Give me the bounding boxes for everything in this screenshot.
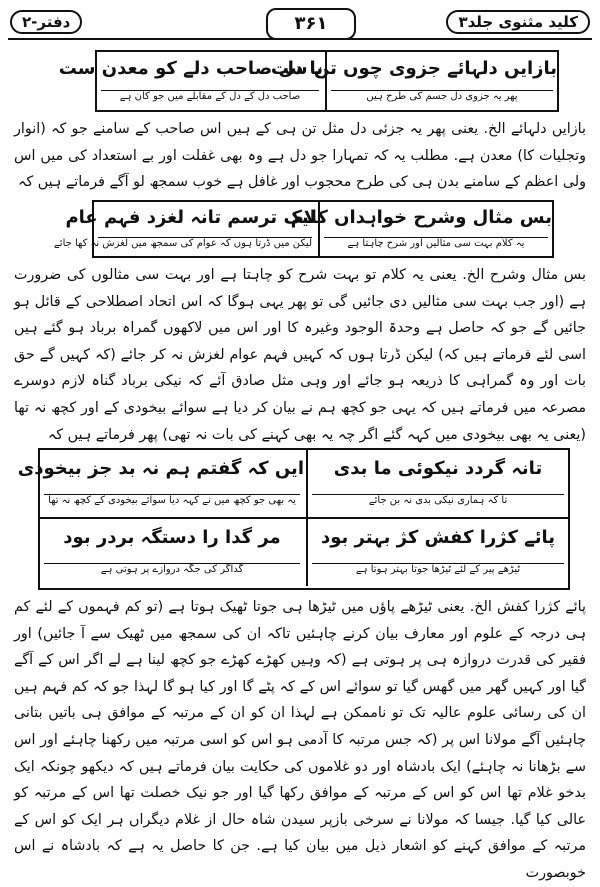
commentary-paragraph-1 [14,116,586,196]
verse-line: تانہ گردد نیکوئی ما بدی [333,458,543,479]
paragraph-text: بس مثال وشرح الخ. یعنی یہ کلام تو بہت شرح کو چاہتا ہے اور بہت سی مثالوں کی ضرورت ہے (اور جب بہت سی مثالیں دی جائیں گی تو پھر یہی ہوگا کہ اس اتحاد اصطلاحی کے قائل ہو جائیں گے جو کہ حاصل ہے وحدۃ الوجود وغیرہ کا اور اس میں لاکھوں گمراہ برباد ہو گئے ہیں اسی لئے فرماتے ہیں کہ) لیکن ڈرتا ہوں کہ کہیں فہم عوام لغزش نہ کر جائے (کہ کہیں گے حق بات اور وہ گمراہی کا ذریعہ ہو جائے اور وہی مثل صادق آئے کہ نیکی برباد گناہ لازم دوسرے مصرعہ میں فرماتے ہیں کہ یہی جو کچھ ہم نے بیان کر دیا ہے سوائے بیخودی کے اور کچھ نہ تھا (یعنی یہ بھی بیخودی میں کہہ گئے اگر چہ یہ بھی کہنے کی بات نہ تھی) پھر فرماتے ہیں کہ [14,267,586,443]
verse-cell-right [290,202,552,256]
page-number: ۳۶۱ [266,8,356,40]
verse-gloss: یہ بھی جو کچھ میں نے کہہ دیا سوائے بیخودی کے کچھ نہ تھا [44,494,300,506]
verse-table-3 [17,448,570,590]
book-title: کلید مثنوی جلد۳ [446,10,590,34]
verse-line: بازایں دلہائے جزوی چوں تن ست [270,58,557,79]
header-divider [8,38,592,40]
verse-table-2 [53,200,554,258]
verse-cell-left [58,52,323,110]
verse-line: پائے کژرا کفش کژ بہتر بود [320,527,556,548]
paragraph-text: بازایں دلہائے الخ. یعنی پھر یہ جزئی دل مثل تن ہی کے ہیں اس صاحب کے سامنے جو کہ (انوار وتجلیات کا) معدن ہے. مطلب یہ کہ تمہارا جو دل ہے وہ بھی غفلت اور بے استعداد کی میں اس ولی اعظم کے سامنے بدن ہی کی طرح محجوب اور غافل ہے خوب سمجھ لو آگے فرماتے ہیں کہ [14,121,586,191]
verse-cell-left [40,519,304,586]
verse-cell-right [306,519,568,586]
paragraph-text: پائے کژرا کفش الخ. یعنی ٹیڑھے پاؤں میں ٹیڑھا ہی جوتا ٹھیک ہوتا ہے (تو کم فہموں کے لئے کم ہی درجہ کے علوم اور معارف بیان کرنے چاہئیں تاکہ ان کی سمجھ میں ٹھیک سے آ جائیں) اور فقیر کی قدرت دروازہ ہی پر ہوتی ہے (کہ وہیں کھڑے کھڑے جو کچھ لینا ہے لے اگر اس کے آگے گیا اور کہیں گھر میں گھس گیا تو سوائے اس کے کہ پٹے گا اور کیا ہو گا لہذا جو کہ کم فہم ہیں ان کی رسائی علوم عالیہ تک تو ناممکن ہے لہذا ان کو ان کے مرتبہ کے موافق ہی باتیں بتانی چاہئیں آگے مولانا اس پر (کہ جس مرتبہ کا آدمی ہو اس کو اسی مرتبہ میں رکھنا چاہئے اور اس سے بڑھانا نہ چاہئے) ایک بادشاہ اور دو غلاموں کی حکایت بیان فرماتے ہیں کہ دیکھو چونکہ ایک بدخو غلام تھا اس کو اس کے مرتبہ کے موافق رکھا گیا اور جو نیک خصلت تھا اس کے مرتبہ کو عالی کیا گیا. جیسا کہ مولانا نے سرخی بازپر سیدن شاہ حال از غلام دیگراں ہر ایک کو اس کے مرتبہ کے موافق کہنے کو اشعار ذیل میں بیان کیا ہے. جن کا حاصل یہ ہے کہ بادشاہ نے اس خوبصورت [14,599,586,881]
verse-gloss: تا کہ ہماری نیکی بدی نہ بن جائے [312,494,564,506]
verse-line: مر گدا را دستگہ بردر بود [63,527,281,548]
section-label: دفتر-۲ [10,10,82,34]
verse-gloss: ٹیڑھے پیر کے لئے ٹیڑھا جوتا بہتر ہوتا ہے [312,563,564,575]
verse-gloss: پھر یہ جزوی دل جسم کی طرح ہیں [331,90,553,102]
verse-line: ایں کہ گفتم ہم نہ بد جز بیخودی [17,458,304,479]
page-header [8,8,592,42]
verse-cell-left [53,202,316,256]
verse-cell-right [270,52,557,110]
verse-gloss: لیکن میں ڈرتا ہوں کہ عوام کی سمجھ میں لغزش نہ کھا جائے [53,238,312,249]
verse-table-1 [58,50,559,112]
commentary-paragraph-3 [14,594,586,881]
verse-line: بس مثال وشرح خواہداں کلام [290,207,552,228]
verse-gloss: یہ کلام بہت سی مثالیں اور شرح چاہتا ہے [324,237,548,249]
verse-line: لیک ترسم تانہ لغزد فہم عام [65,207,316,228]
commentary-paragraph-2 [14,262,586,448]
verse-line: با دل صاحب دلے کو معدن ست [58,58,323,79]
verse-gloss: صاحب دل کے دل کے مقابلے میں جو کان ہے [101,90,319,102]
verse-cell-right [306,450,568,518]
verse-gloss: گداگر کی جگہ دروازے پر ہوتی ہے [44,563,300,575]
verse-cell-left [17,450,304,518]
